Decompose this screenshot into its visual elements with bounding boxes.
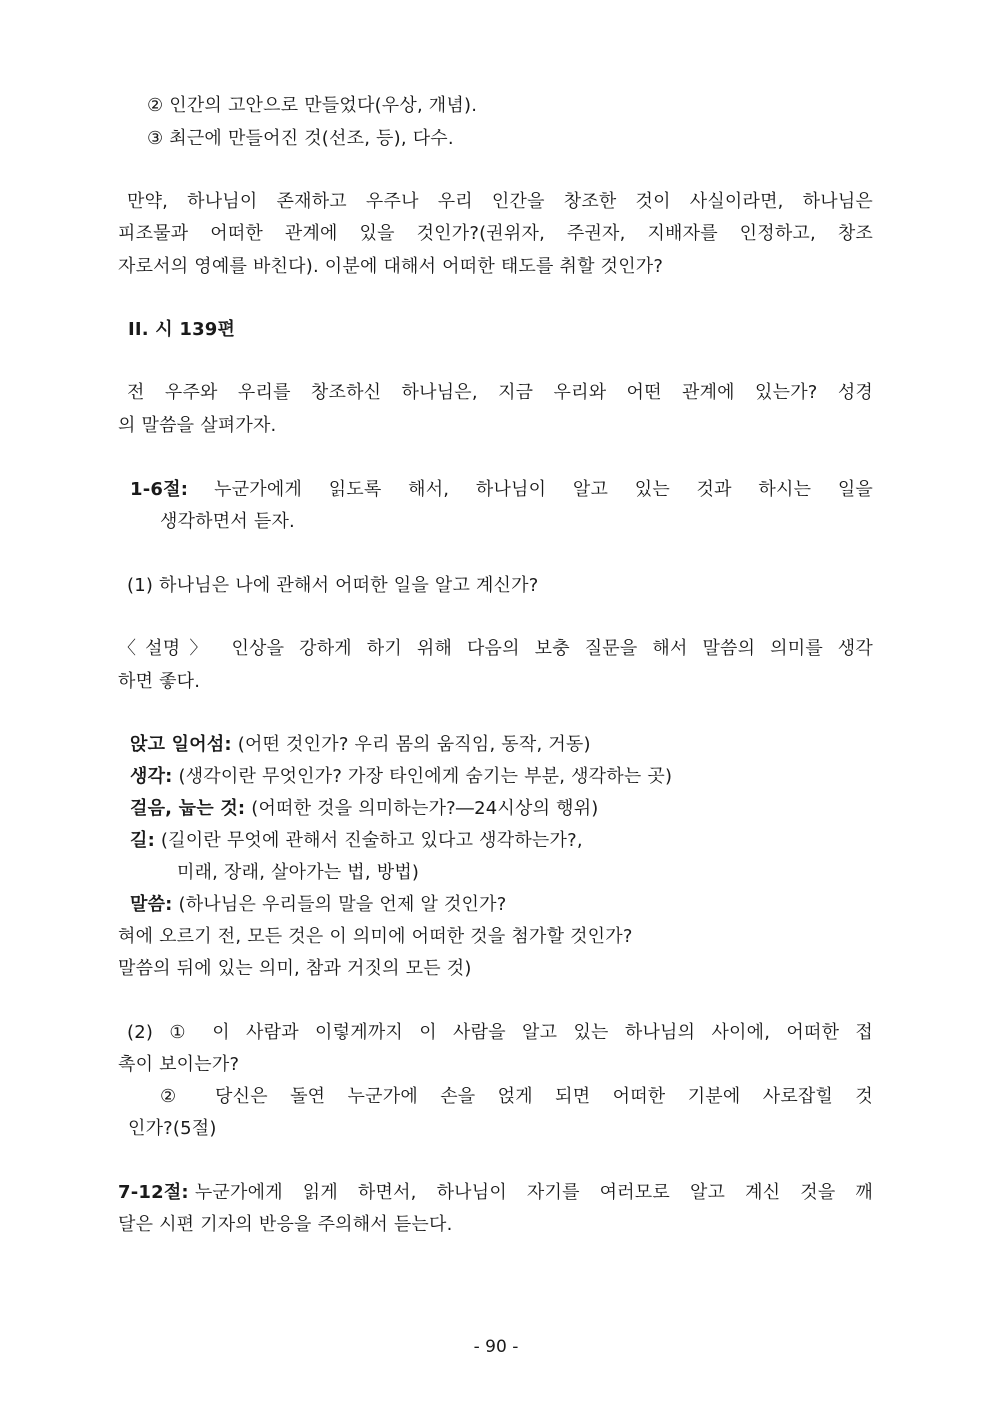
- supplementary-text: 미래, 장래, 살아가는 법, 방법): [177, 862, 420, 883]
- supplementary-item: [130, 733, 591, 757]
- list-item-2: ② 인간의 고안으로 만들었다(우상, 개념).: [147, 95, 478, 116]
- page-number: - 90 -: [473, 1337, 519, 1357]
- supplementary-text: (하나님은 우리들의 말을 언제 알 것인가?: [172, 894, 507, 915]
- question-2-line-3: ② 당신은 돌연 누군가에 손을 얹게 되면 어떠한 기분에 사로잡힐 것: [160, 1086, 873, 1107]
- supplementary-term: 생각:: [130, 766, 173, 787]
- question-1: (1) 하나님은 나에 관해서 어떠한 일을 알고 계신가?: [127, 575, 539, 596]
- supplementary-item: [130, 893, 507, 917]
- verses-7-12-text: 누군가에게 읽게 하면서, 하나님이 자기를 여러모로 알고 계신 것을 깨: [194, 1182, 873, 1203]
- intro-paragraph-line-1: 전 우주와 우리를 창조하신 하나님은, 지금 우리와 어떤 관계에 있는가? 성경: [127, 382, 873, 403]
- creator-paragraph-line-2: 피조물과 어떠한 관계에 있을 것인가?(권위자, 주권자, 지배자를 인정하고, 창조: [118, 223, 873, 244]
- explanation-line-2: 하면 좋다.: [118, 671, 201, 692]
- creator-paragraph-line-1: 만약, 하나님이 존재하고 우주나 우리 인간을 창조한 것이 사실이라면, 하나님은: [127, 191, 873, 212]
- question-2-line-1: (2) ① 이 사람과 이렇게까지 이 사람을 알고 있는 하나님의 사이에, 어떠한 접: [127, 1022, 873, 1043]
- supplementary-term: 앉고 일어섬:: [130, 734, 232, 755]
- question-2-line-2: 촉이 보이는가?: [118, 1054, 240, 1075]
- verses-1-6-text: 누군가에게 읽도록 해서, 하나님이 알고 있는 것과 하시는 일을: [214, 479, 873, 500]
- verses-1-6-label: 1-6절:: [130, 479, 189, 500]
- supplementary-item-continuation: [177, 861, 419, 885]
- supplementary-text: (생각이란 무엇인가? 가장 타인에게 숨기는 부분, 생각하는 곳): [172, 766, 673, 787]
- verses-1-6-line-2: 생각하면서 듣자.: [160, 511, 295, 532]
- question-2-line-4: 인가?(5절): [128, 1118, 217, 1139]
- list-item-3: ③ 최근에 만들어진 것(선조, 등), 다수.: [147, 128, 454, 149]
- intro-paragraph-line-2: 의 말씀을 살펴가자.: [118, 415, 277, 436]
- supplementary-term: 길:: [130, 830, 155, 851]
- malsseum-continuation-line-1: 혀에 오르기 전, 모든 것은 이 의미에 어떠한 것을 첨가할 것인가?: [118, 926, 633, 947]
- supplementary-text: (어떠한 것을 의미하는가?―24시상의 행위): [245, 798, 599, 819]
- supplementary-term: 말씀:: [130, 894, 173, 915]
- supplementary-item: [130, 829, 583, 853]
- supplementary-item: [130, 765, 672, 789]
- supplementary-text: (어떤 것인가? 우리 몸의 움직임, 동작, 거동): [231, 734, 591, 755]
- supplementary-term: 걸음, 눕는 것:: [130, 798, 246, 819]
- supplementary-text: (길이란 무엇에 관해서 진술하고 있다고 생각하는가?,: [155, 830, 583, 851]
- creator-paragraph-line-3: 자로서의 영예를 바친다). 이분에 대해서 어떠한 태도를 취할 것인가?: [118, 256, 664, 277]
- section-heading: II. 시 139편: [128, 319, 236, 340]
- supplementary-item: [130, 797, 599, 821]
- verses-7-12-label: 7-12절:: [118, 1182, 189, 1203]
- verses-1-6-line-1: [130, 478, 873, 502]
- explanation-line-1: 〈설명〉 인상을 강하게 하기 위해 다음의 보충 질문을 해서 말씀의 의미를 생각: [118, 638, 873, 659]
- verses-7-12-line-2: 달은 시편 기자의 반응을 주의해서 듣는다.: [118, 1214, 453, 1235]
- verses-7-12-line-1: [118, 1181, 873, 1205]
- malsseum-continuation-line-2: 말씀의 뒤에 있는 의미, 참과 거짓의 모든 것): [118, 958, 472, 979]
